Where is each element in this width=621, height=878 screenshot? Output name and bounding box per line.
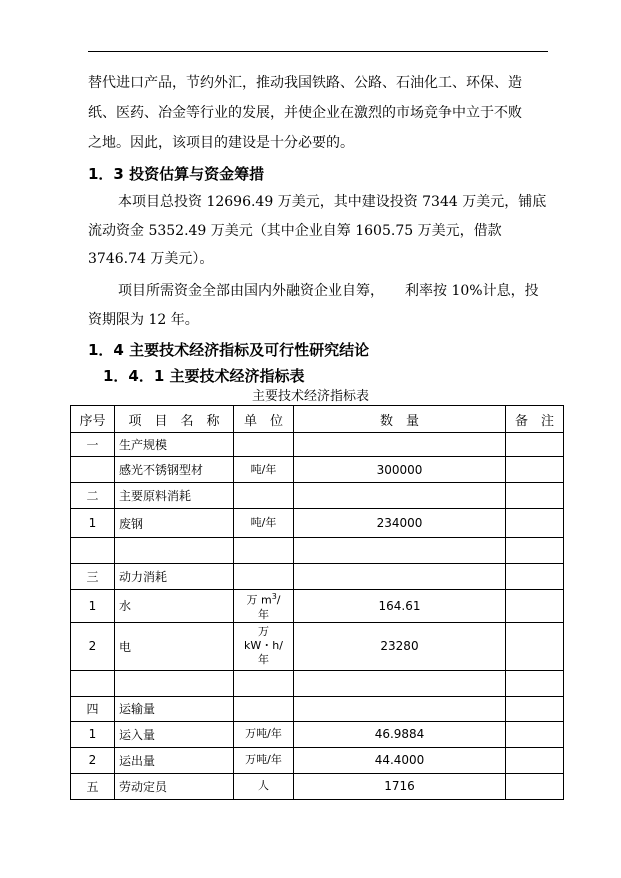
section-1-3-title: 1．3 投资估算与资金筹措: [88, 165, 265, 183]
cell-remark: [506, 538, 564, 564]
section-1-4-title: 1．4 主要技术经济指标及可行性研究结论: [88, 341, 370, 359]
cell-quantity: [294, 433, 506, 457]
unit-text: 万 kW・h/ 年: [244, 625, 283, 667]
table-row: [71, 564, 564, 590]
cell-item: 废钢: [115, 509, 234, 538]
cell-unit: [234, 773, 294, 799]
intro-line-1: 替代进口产品，节约外汇，推动我国铁路、公路、石油化工、环保、造: [88, 75, 522, 91]
funding-line-1: 项目所需资金全部由国内外融资企业自筹， 利率按 10%计息，投: [118, 283, 539, 299]
cell-item: 主要原料消耗: [115, 483, 234, 509]
cell-unit: [234, 670, 294, 696]
cell-item: [115, 538, 234, 564]
table-row: [71, 622, 564, 670]
header-rule: [88, 51, 548, 52]
unit-text: 吨/年: [250, 516, 277, 529]
table-row: [71, 457, 564, 483]
cell-remark: [506, 483, 564, 509]
col-header-index: 序号: [71, 406, 115, 433]
cell-item: 劳动定员: [115, 773, 234, 799]
table-header-row: [71, 406, 564, 433]
cell-remark: [506, 696, 564, 721]
cell-item: 电: [115, 622, 234, 670]
col-header-item: 项 目 名 称: [115, 406, 234, 433]
unit-text: 万 m: [246, 593, 272, 607]
cell-quantity: [294, 538, 506, 564]
intro-line-3: 之地。因此，该项目的建设是十分必要的。: [88, 135, 354, 151]
invest-line-3: 3746.74 万美元）。: [88, 251, 214, 267]
cell-unit: [234, 696, 294, 721]
cell-remark: [506, 433, 564, 457]
col-header-quantity: 数 量: [294, 406, 506, 433]
table-row: [71, 590, 564, 623]
cell-item: 水: [115, 590, 234, 623]
cell-quantity: [294, 564, 506, 590]
cell-index: 1: [71, 509, 115, 538]
cell-item: 运入量: [115, 721, 234, 747]
table-row: [71, 773, 564, 799]
cell-remark: [506, 670, 564, 696]
table-row: [71, 696, 564, 721]
cell-item: [115, 670, 234, 696]
cell-remark: [506, 622, 564, 670]
cell-quantity: 23280: [294, 622, 506, 670]
unit-text: 人: [258, 779, 269, 793]
cell-index: [71, 538, 115, 564]
unit-text: 吨/年: [250, 462, 277, 476]
cell-unit: [234, 457, 294, 483]
cell-quantity: [294, 696, 506, 721]
table-row: [71, 721, 564, 747]
cell-quantity: 300000: [294, 457, 506, 483]
table-row: [71, 509, 564, 538]
cell-item: 动力消耗: [115, 564, 234, 590]
cell-quantity: 46.9884: [294, 721, 506, 747]
cell-unit: [234, 622, 294, 670]
cell-index: 2: [71, 622, 115, 670]
cell-unit: [234, 564, 294, 590]
cell-remark: [506, 590, 564, 623]
table-row: [71, 433, 564, 457]
cell-unit: [234, 483, 294, 509]
table-row: [71, 747, 564, 773]
unit-text: 万吨/年: [245, 753, 282, 767]
col-header-remark: 备 注: [506, 406, 564, 433]
cell-quantity: [294, 483, 506, 509]
cell-remark: [506, 509, 564, 538]
cell-quantity: 234000: [294, 509, 506, 538]
cell-remark: [506, 773, 564, 799]
cell-index: 1: [71, 721, 115, 747]
cell-index: 四: [71, 696, 115, 721]
cell-unit: [234, 721, 294, 747]
indicator-table: [70, 405, 564, 800]
table-row: [71, 670, 564, 696]
table-caption: 主要技术经济指标表: [251, 389, 369, 404]
cell-unit: [234, 747, 294, 773]
table-row: [71, 483, 564, 509]
cell-unit: [234, 538, 294, 564]
cell-quantity: 44.4000: [294, 747, 506, 773]
unit-tail: / 年: [258, 593, 281, 621]
cell-item: 运输量: [115, 696, 234, 721]
cell-unit: [234, 590, 294, 623]
invest-line-1: 本项目总投资 12696.49 万美元，其中建设投资 7344 万美元，铺底: [118, 194, 547, 210]
cell-remark: [506, 721, 564, 747]
cell-index: 2: [71, 747, 115, 773]
invest-line-2: 流动资金 5352.49 万美元（其中企业自筹 1605.75 万美元，借款: [88, 223, 502, 239]
cell-remark: [506, 564, 564, 590]
cell-item: 生产规模: [115, 433, 234, 457]
cell-remark: [506, 457, 564, 483]
cell-quantity: 164.61: [294, 590, 506, 623]
cell-item: 运出量: [115, 747, 234, 773]
cell-index: [71, 457, 115, 483]
section-1-4-1-title: 1．4．1 主要技术经济指标表: [103, 367, 305, 385]
table-row: [71, 538, 564, 564]
cell-index: [71, 670, 115, 696]
funding-line-2: 资期限为 12 年。: [88, 312, 199, 328]
cell-item: 感光不锈钢型材: [115, 457, 234, 483]
cell-index: 1: [71, 590, 115, 623]
cell-quantity: [294, 670, 506, 696]
unit-superscript: 3: [271, 592, 277, 601]
cell-quantity: 1716: [294, 773, 506, 799]
cell-remark: [506, 747, 564, 773]
cell-index: 三: [71, 564, 115, 590]
cell-index: 二: [71, 483, 115, 509]
unit-text: 万吨/年: [245, 727, 282, 741]
col-header-unit: 单 位: [234, 406, 294, 433]
cell-unit: [234, 433, 294, 457]
cell-index: 五: [71, 773, 115, 799]
intro-line-2: 纸、医药、冶金等行业的发展，并使企业在激烈的市场竞争中立于不败: [88, 105, 522, 121]
cell-index: 一: [71, 433, 115, 457]
cell-unit: [234, 509, 294, 538]
